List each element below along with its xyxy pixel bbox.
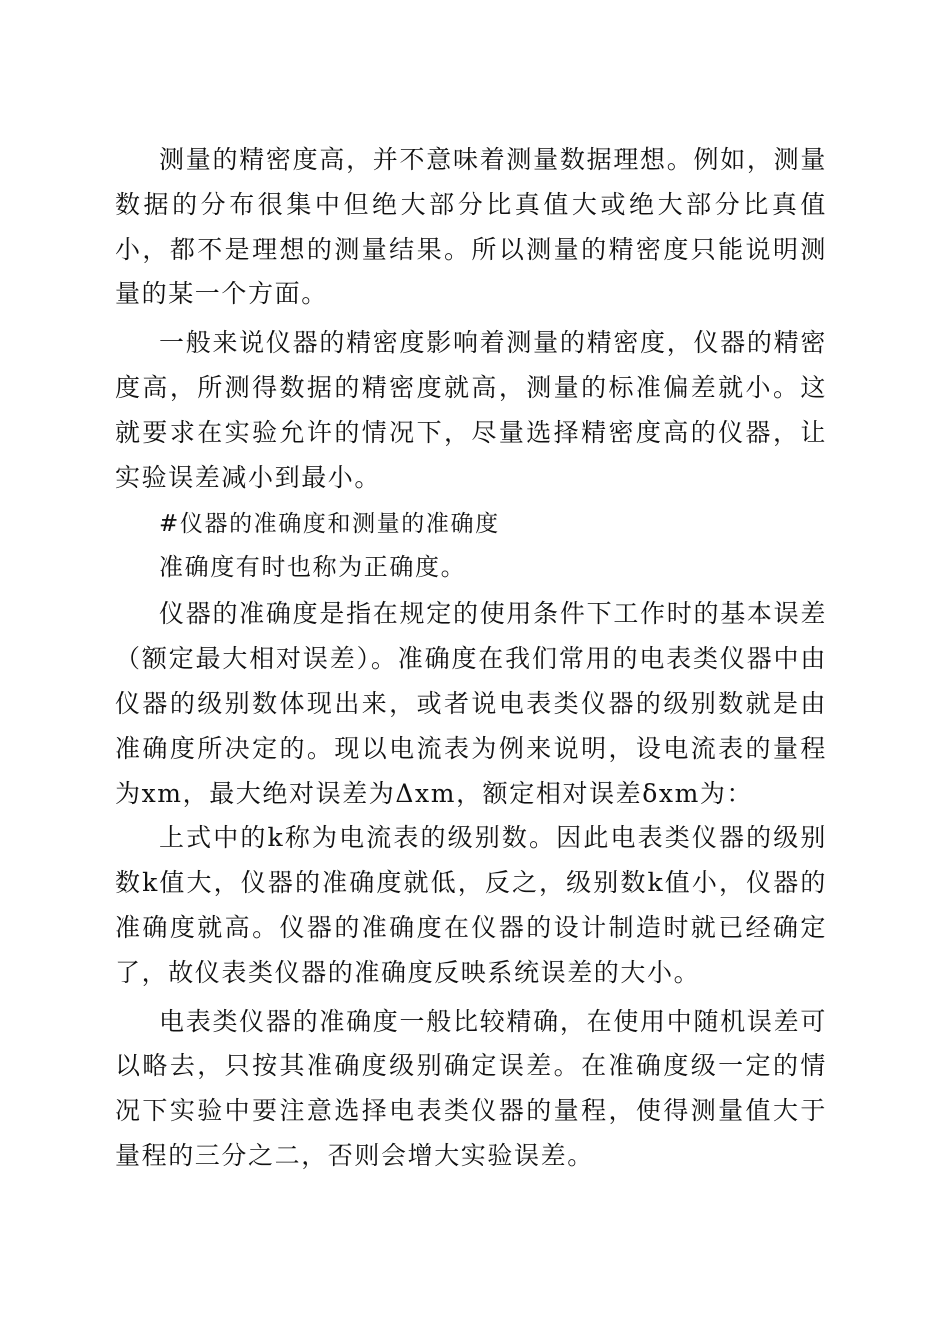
paragraph-precision-meaning: 测量的精密度高，并不意味着测量数据理想。例如，测量数据的分布很集中但绝大部分比真值大或绝大部分比真值小，都不是理想的测量结果。所以测量的精密度只能说明测量的某一个方面。 xyxy=(115,145,827,309)
paragraph-meter-range: 电表类仪器的准确度一般比较精确，在使用中随机误差可以略去，只按其准确度级别确定误差。在准确度级一定的情况下实验中要注意选择电表类仪器的量程，使得测量值大于量程的三分之二，否则会增大实验误差。 xyxy=(115,1006,827,1170)
section-heading-accuracy: #仪器的准确度和测量的准确度 xyxy=(159,511,500,538)
document-body xyxy=(115,138,827,1179)
paragraph-instrument-precision: 一般来说仪器的精密度影响着测量的精密度，仪器的精密度高，所测得数据的精密度就高，测量的标准偏差就小。这就要求在实验允许的情况下，尽量选择精密度高的仪器，让实验误差减小到最小。 xyxy=(115,328,827,492)
paragraph-instrument-accuracy: 仪器的准确度是指在规定的使用条件下工作时的基本误差（额定最大相对误差）。准确度在我们常用的电表类仪器中由仪器的级别数体现出来，或者说电表类仪器的级别数就是由准确度所决定的。现以电流表为例来说明，设电流表的量程为xm，最大绝对误差为Δxm，额定相对误差δxm为： xyxy=(115,599,827,808)
paragraph-accuracy-definition: 准确度有时也称为正确度。 xyxy=(159,553,467,582)
paragraph-grade-number: 上式中的k称为电流表的级别数。因此电表类仪器的级别数k值大，仪器的准确度就低，反之，级别数k值小，仪器的准确度就高。仪器的准确度在仪器的设计制造时就已经确定了，故仪表类仪器的准确度反映系统误差的大小。 xyxy=(115,823,827,987)
